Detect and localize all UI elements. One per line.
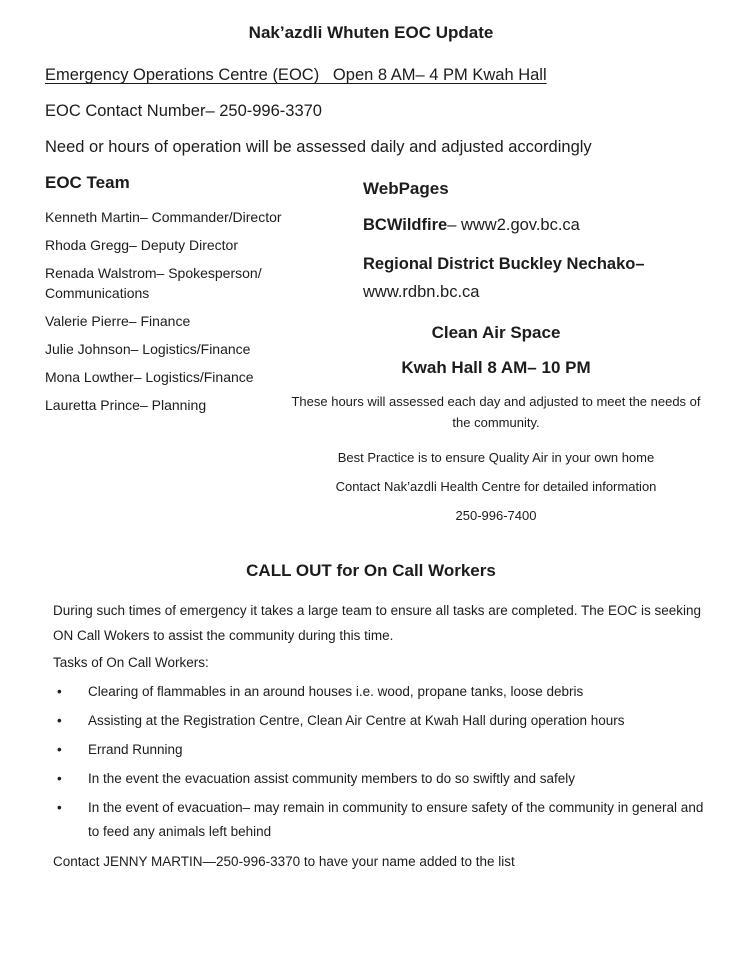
webpage-link-label: Regional District Buckley Nechako– bbox=[363, 255, 645, 273]
task-text: In the event the evacuation assist community members to do so swiftly and safely bbox=[88, 771, 575, 786]
webpage-link-bcwildfire bbox=[290, 214, 702, 236]
webpage-link-url: – www2.gov.bc.ca bbox=[447, 216, 580, 234]
tasks-label: Tasks of On Call Workers: bbox=[53, 655, 209, 670]
bullet-icon: • bbox=[57, 713, 62, 728]
task-item bbox=[53, 738, 706, 762]
bullet-icon: • bbox=[57, 800, 62, 815]
call-out-section bbox=[53, 598, 706, 872]
clean-air-hours: Kwah Hall 8 AM– 10 PM bbox=[401, 358, 591, 377]
task-item bbox=[53, 709, 706, 733]
team-member: Renada Walstrom– Spokesperson/ Communications bbox=[45, 265, 262, 301]
webpages-heading: WebPages bbox=[363, 179, 449, 198]
task-text: Errand Running bbox=[88, 742, 183, 757]
bullet-icon: • bbox=[57, 742, 62, 757]
webpage-link-rdbn bbox=[290, 250, 702, 306]
clean-air-phone: 250-996-7400 bbox=[455, 508, 537, 523]
header-info bbox=[45, 64, 702, 158]
bullet-icon: • bbox=[57, 684, 62, 699]
task-item bbox=[53, 680, 706, 704]
call-out-contact-line: Contact JENNY MARTIN—250-996-3370 to have your name added to the list bbox=[53, 854, 515, 869]
team-member: Julie Johnson– Logistics/Finance bbox=[45, 341, 251, 357]
task-text: In the event of evacuation– may remain in community to ensure safety of the community in general and to feed any animals left behind bbox=[88, 800, 704, 839]
webpage-link-url: www.rdbn.bc.ca bbox=[363, 283, 480, 301]
eoc-hours-line bbox=[45, 64, 702, 86]
eoc-hours-text: Emergency Operations Centre (EOC) Open 8 AM– 4 PM Kwah Hall bbox=[45, 66, 547, 84]
team-member: Kenneth Martin– Commander/Director bbox=[45, 209, 282, 225]
clean-air-heading: Clean Air Space bbox=[431, 323, 561, 342]
eoc-contact-line: EOC Contact Number– 250-996-3370 bbox=[45, 102, 322, 120]
clean-air-note: Contact Nak’azdli Health Centre for detailed information bbox=[335, 479, 657, 494]
call-out-intro: During such times of emergency it takes a large team to ensure all tasks are completed. The EOC is seeking ON Call Wokers to assist the community during this time. bbox=[53, 603, 702, 643]
webpage-link-label: BCWildfire bbox=[363, 216, 448, 234]
clean-air-note: These hours will assessed each day and adjusted to meet the needs of the community. bbox=[291, 394, 701, 430]
webpages-clean-air-column bbox=[290, 172, 702, 534]
clean-air-note: Best Practice is to ensure Quality Air in your own home bbox=[337, 450, 655, 465]
task-item bbox=[53, 796, 706, 844]
eoc-assessment-line: Need or hours of operation will be assessed daily and adjusted accordingly bbox=[45, 138, 592, 156]
call-out-heading: CALL OUT for On Call Workers bbox=[246, 561, 496, 580]
task-item bbox=[53, 767, 706, 791]
document-title: Nak’azdli Whuten EOC Update bbox=[248, 23, 494, 42]
task-list bbox=[53, 680, 706, 844]
task-text: Assisting at the Registration Centre, Clean Air Centre at Kwah Hall during operation hours bbox=[88, 713, 625, 728]
eoc-team-heading: EOC Team bbox=[45, 173, 130, 192]
team-member: Rhoda Gregg– Deputy Director bbox=[45, 237, 238, 253]
team-member: Valerie Pierre– Finance bbox=[45, 313, 191, 329]
team-member: Mona Lowther– Logistics/Finance bbox=[45, 369, 254, 385]
eoc-team-column bbox=[45, 172, 290, 534]
team-member: Lauretta Prince– Planning bbox=[45, 397, 207, 413]
two-column-section bbox=[45, 172, 742, 534]
task-text: Clearing of flammables in an around houses i.e. wood, propane tanks, loose debris bbox=[88, 684, 584, 699]
bullet-icon: • bbox=[57, 771, 62, 786]
